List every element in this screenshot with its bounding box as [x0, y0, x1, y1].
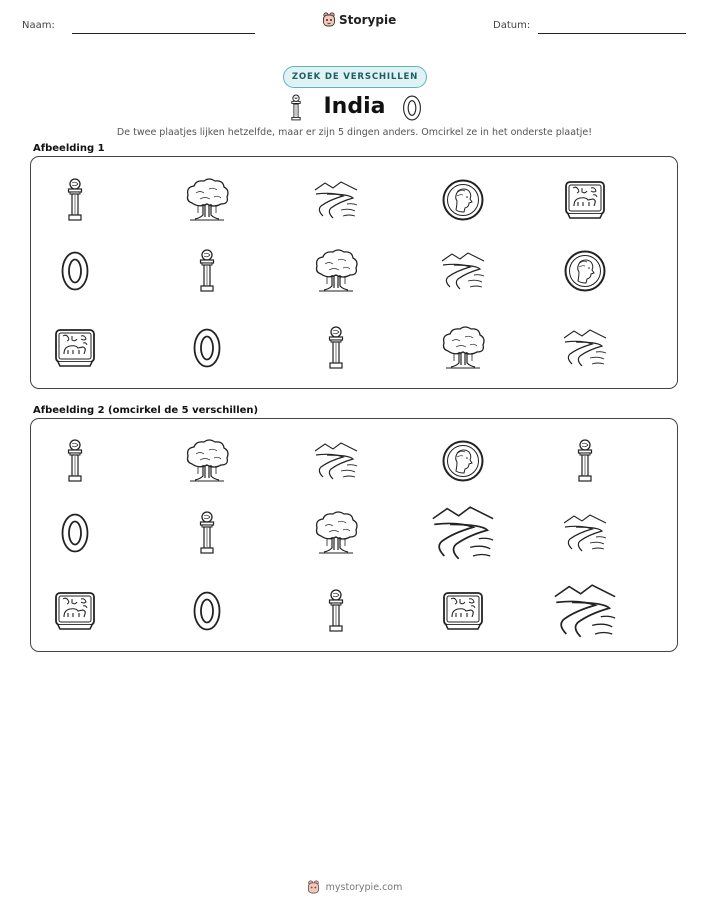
zero-icon[interactable]	[192, 590, 222, 632]
date-field-line[interactable]	[538, 33, 686, 34]
river-icon	[440, 251, 486, 291]
seal-icon[interactable]	[54, 590, 96, 632]
activity-badge: ZOEK DE VERSCHILLEN	[283, 66, 427, 88]
zero-icon	[60, 250, 90, 292]
date-label: Datum:	[493, 20, 531, 31]
river-icon[interactable]	[562, 513, 608, 553]
pillar-icon[interactable]	[575, 439, 595, 483]
picture2-label: Afbeelding 2 (omcirkel de 5 verschillen)	[33, 405, 259, 416]
brand-name: Storypie	[339, 13, 397, 27]
pillar-icon[interactable]	[326, 589, 346, 633]
zero-icon[interactable]	[60, 512, 90, 554]
pillar-icon[interactable]	[65, 439, 85, 483]
seal-icon[interactable]	[442, 590, 484, 632]
footer	[0, 880, 709, 895]
instructions: De twee plaatjes lijken hetzelfde, maar er zijn 5 dingen anders. Omcirkel ze in het onderste plaatje!	[116, 127, 593, 138]
picture1-label: Afbeelding 1	[33, 143, 105, 154]
brand-logo	[322, 12, 396, 28]
coin-icon	[442, 179, 484, 221]
picture2-panel[interactable]	[30, 418, 678, 652]
river-icon[interactable]	[313, 441, 359, 481]
river-icon	[562, 328, 608, 368]
storypie-mascot-icon	[322, 12, 336, 28]
banyan-tree-icon[interactable]	[313, 510, 359, 556]
banyan-tree-icon[interactable]	[184, 438, 230, 484]
zero-icon	[192, 327, 222, 369]
title-zero-icon	[401, 94, 423, 122]
banyan-tree-icon	[313, 248, 359, 294]
seal-icon	[54, 327, 96, 369]
seal-icon	[564, 179, 606, 221]
banyan-tree-icon	[440, 325, 486, 371]
storypie-mascot-icon	[307, 880, 320, 895]
river-large-icon[interactable]	[430, 503, 496, 563]
coin-icon[interactable]	[442, 440, 484, 482]
pillar-icon	[326, 326, 346, 370]
footer-url: mystorypie.com	[325, 882, 403, 893]
name-field-line[interactable]	[72, 33, 255, 34]
banyan-tree-icon	[184, 177, 230, 223]
picture1-panel	[30, 156, 678, 389]
river-large-icon[interactable]	[552, 581, 618, 641]
pillar-icon	[197, 249, 217, 293]
name-label: Naam:	[22, 20, 55, 31]
coin-icon	[564, 250, 606, 292]
river-icon	[313, 180, 359, 220]
pillar-icon	[65, 178, 85, 222]
page-title: India	[323, 94, 386, 119]
pillar-icon[interactable]	[197, 511, 217, 555]
